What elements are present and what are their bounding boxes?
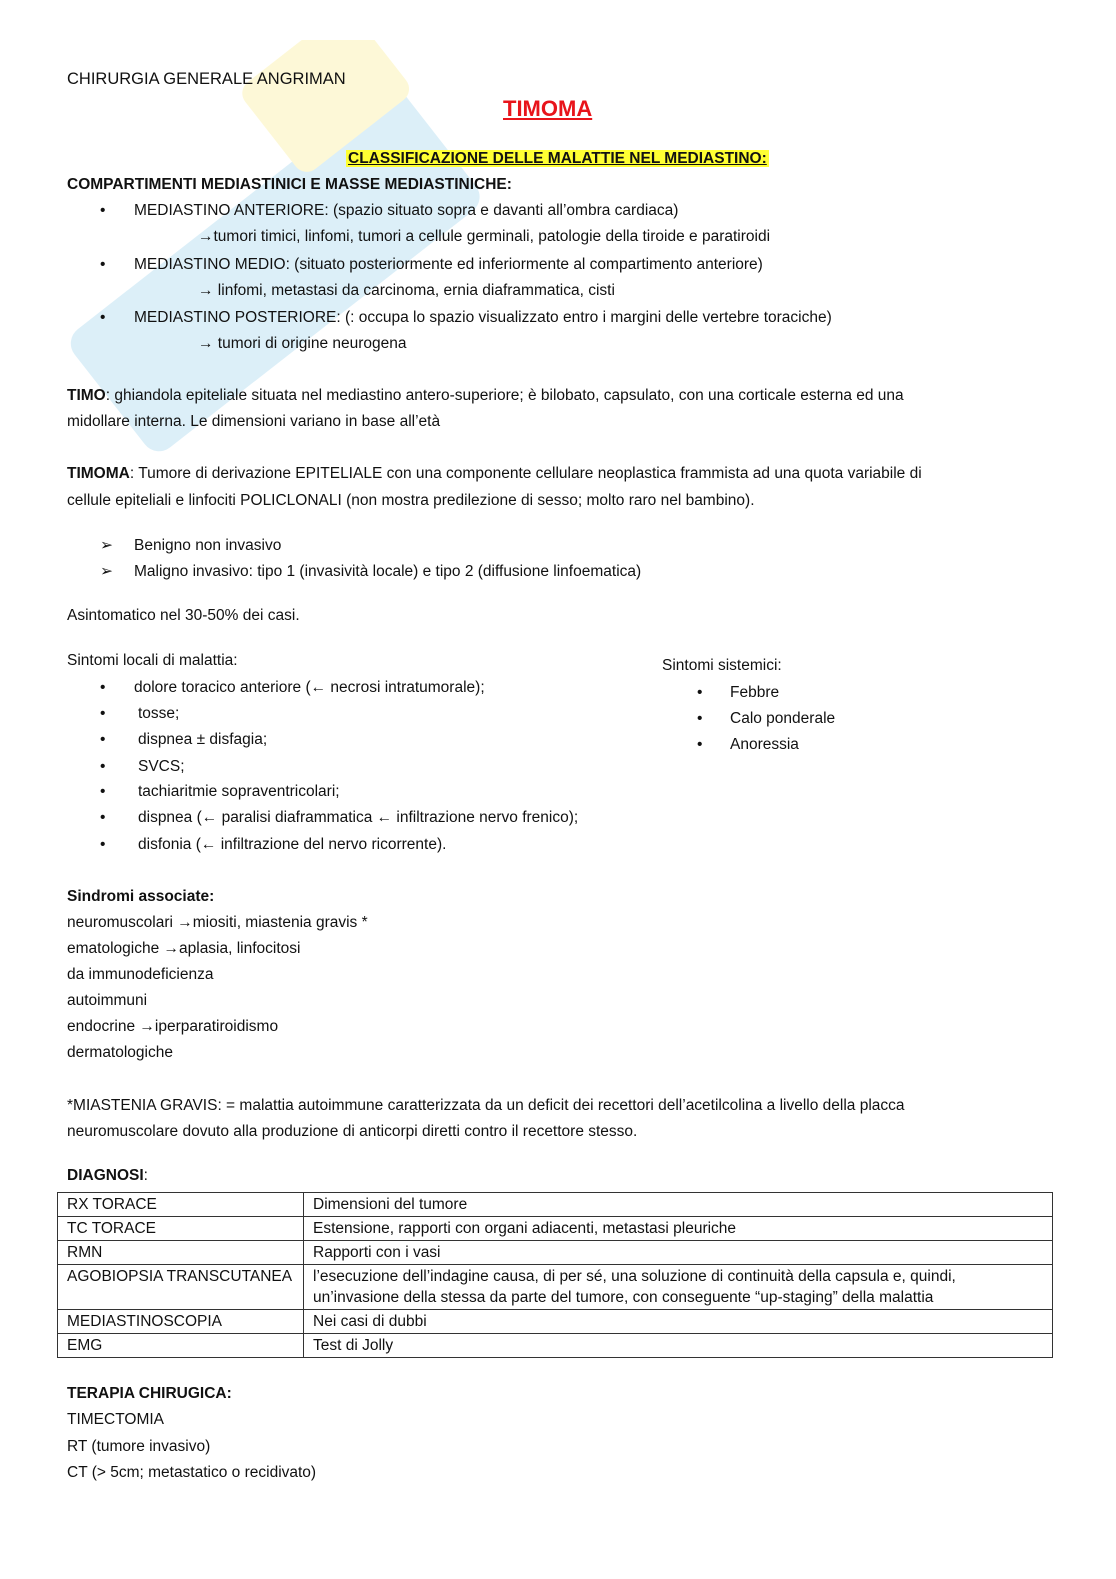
- bullet-dot: •: [100, 309, 106, 326]
- table-cell-exam: TC TORACE: [58, 1217, 304, 1241]
- table-cell-purpose: l’esecuzione dell’indagine causa, di per sé, una soluzione di continuità della capsula e, quindi, un’invasione della stessa da parte del tumore, con conseguente “up-staging” della malattia: [304, 1265, 1053, 1310]
- local-symptom-item: dispnea (← paralisi diaframmatica ← infiltrazione nervo frenico);: [138, 809, 579, 826]
- compartment-posterior: MEDIASTINO POSTERIORE: (: occupa lo spazio visualizzato entro i margini delle vertebre toraciche): [134, 309, 832, 326]
- table-cell-purpose: Estensione, rapporti con organi adiacenti, metastasi pleuriche: [304, 1217, 1053, 1241]
- timoma-paragraph-line1: TIMOMA: Tumore di derivazione EPITELIALE con una componente cellulare neoplastica frammista ad una quota variabile di: [67, 465, 922, 482]
- table-cell-purpose: Test di Jolly: [304, 1334, 1053, 1358]
- timo-paragraph-line1: TIMO: ghiandola epiteliale situata nel mediastino antero-superiore; è bilobato, capsulato, con una corticale esterna ed una: [67, 387, 904, 404]
- systemic-symptoms-heading: Sintomi sistemici:: [662, 657, 782, 674]
- table-row: [58, 1310, 1053, 1334]
- table-cell-exam: RX TORACE: [58, 1193, 304, 1217]
- table-cell-exam: MEDIASTINOSCOPIA: [58, 1310, 304, 1334]
- bullet-dot: •: [100, 783, 106, 800]
- table-row: [58, 1265, 1053, 1310]
- therapy-item: RT (tumore invasivo): [67, 1438, 211, 1455]
- table-row: [58, 1334, 1053, 1358]
- table-row: [58, 1217, 1053, 1241]
- local-symptoms-heading: Sintomi locali di malattia:: [67, 652, 238, 669]
- therapy-item: CT (> 5cm; metastatico o recidivato): [67, 1464, 317, 1481]
- arrow-bullet-icon: ➢: [100, 537, 113, 554]
- therapy-item: TIMECTOMIA: [67, 1411, 165, 1428]
- syndrome-item: endocrine →iperparatiroidismo: [67, 1018, 279, 1035]
- bullet-dot: •: [100, 705, 106, 722]
- table-cell-purpose: Dimensioni del tumore: [304, 1193, 1053, 1217]
- local-symptom-item: disfonia (← infiltrazione del nervo ricorrente).: [138, 836, 447, 853]
- table-cell-exam: AGOBIOPSIA TRANSCUTANEA: [58, 1265, 304, 1310]
- compartment-middle: MEDIASTINO MEDIO: (situato posteriormente ed inferiormente al compartimento anteriore): [134, 256, 763, 273]
- classification-heading: CLASSIFICAZIONE DELLE MALATTIE NEL MEDIASTINO:: [348, 150, 767, 167]
- local-symptom-item: dispnea ± disfagia;: [138, 731, 268, 748]
- bullet-dot: •: [100, 202, 106, 219]
- table-row: [58, 1193, 1053, 1217]
- compartments-heading: COMPARTIMENTI MEDIASTINICI E MASSE MEDIASTINICHE:: [67, 176, 512, 193]
- syndrome-item: da immunodeficienza: [67, 966, 214, 983]
- table-cell-exam: EMG: [58, 1334, 304, 1358]
- compartment-posterior-detail: → tumori di origine neurogena: [198, 335, 407, 352]
- therapy-heading: TERAPIA CHIRUGICA:: [67, 1385, 232, 1402]
- syndrome-item: ematologiche →aplasia, linfocitosi: [67, 940, 301, 957]
- timoma-paragraph-line2: cellule epiteliali e linfociti POLICLONALI (non mostra predilezione di sesso; molto raro nel bambino).: [67, 492, 755, 509]
- local-symptom-item: tachiaritmie sopraventricolari;: [138, 783, 340, 800]
- asymptomatic-note: Asintomatico nel 30-50% dei casi.: [67, 607, 300, 624]
- bullet-dot: •: [697, 684, 703, 701]
- systemic-symptom-item: Anoressia: [730, 736, 799, 753]
- bullet-dot: •: [100, 836, 106, 853]
- bullet-dot: •: [100, 758, 106, 775]
- document-header: CHIRURGIA GENERALE ANGRIMAN: [67, 70, 346, 88]
- page-title: TIMOMA: [503, 96, 593, 121]
- local-symptom-item: SVCS;: [138, 758, 185, 775]
- compartment-anterior: MEDIASTINO ANTERIORE: (spazio situato sopra e davanti all’ombra cardiaca): [134, 202, 679, 219]
- arrow-bullet-icon: ➢: [100, 563, 113, 580]
- table-cell-purpose: Rapporti con i vasi: [304, 1241, 1053, 1265]
- diagnosis-table: [57, 1192, 1053, 1358]
- systemic-symptom-item: Febbre: [730, 684, 780, 701]
- table-cell-purpose: Nei casi di dubbi: [304, 1310, 1053, 1334]
- compartment-anterior-detail: →tumori timici, linfomi, tumori a cellule germinali, patologie della tiroide e paratiroidi: [198, 228, 771, 245]
- syndrome-item: neuromuscolari →miositi, miastenia gravis *: [67, 914, 368, 931]
- type-malignant: Maligno invasivo: tipo 1 (invasività locale) e tipo 2 (diffusione linfoematica): [134, 563, 642, 580]
- myasthenia-note-line1: *MIASTENIA GRAVIS: = malattia autoimmune caratterizzata da un deficit dei recettori dell’acetilcolina a livello della placca: [67, 1097, 905, 1114]
- bullet-dot: •: [100, 731, 106, 748]
- bullet-dot: •: [100, 256, 106, 273]
- table-cell-exam: RMN: [58, 1241, 304, 1265]
- syndrome-item: autoimmuni: [67, 992, 148, 1009]
- bullet-dot: •: [697, 710, 703, 727]
- myasthenia-note-line2: neuromuscolare dovuto alla produzione di anticorpi diretti contro il recettore stesso.: [67, 1123, 638, 1140]
- bullet-dot: •: [697, 736, 703, 753]
- bullet-dot: •: [100, 679, 106, 696]
- type-benign: Benigno non invasivo: [134, 537, 282, 554]
- bullet-dot: •: [100, 809, 106, 826]
- diagnosis-heading: DIAGNOSI:: [67, 1167, 148, 1184]
- compartment-middle-detail: → linfomi, metastasi da carcinoma, ernia diaframmatica, cisti: [198, 282, 615, 299]
- table-row: [58, 1241, 1053, 1265]
- syndromes-heading: Sindromi associate:: [67, 888, 215, 905]
- syndrome-item: dermatologiche: [67, 1044, 173, 1061]
- systemic-symptom-item: Calo ponderale: [730, 710, 836, 727]
- local-symptom-item: tosse;: [138, 705, 180, 722]
- local-symptom-item: dolore toracico anteriore (← necrosi intratumorale);: [134, 679, 485, 696]
- timo-paragraph-line2: midollare interna. Le dimensioni variano in base all’età: [67, 413, 441, 430]
